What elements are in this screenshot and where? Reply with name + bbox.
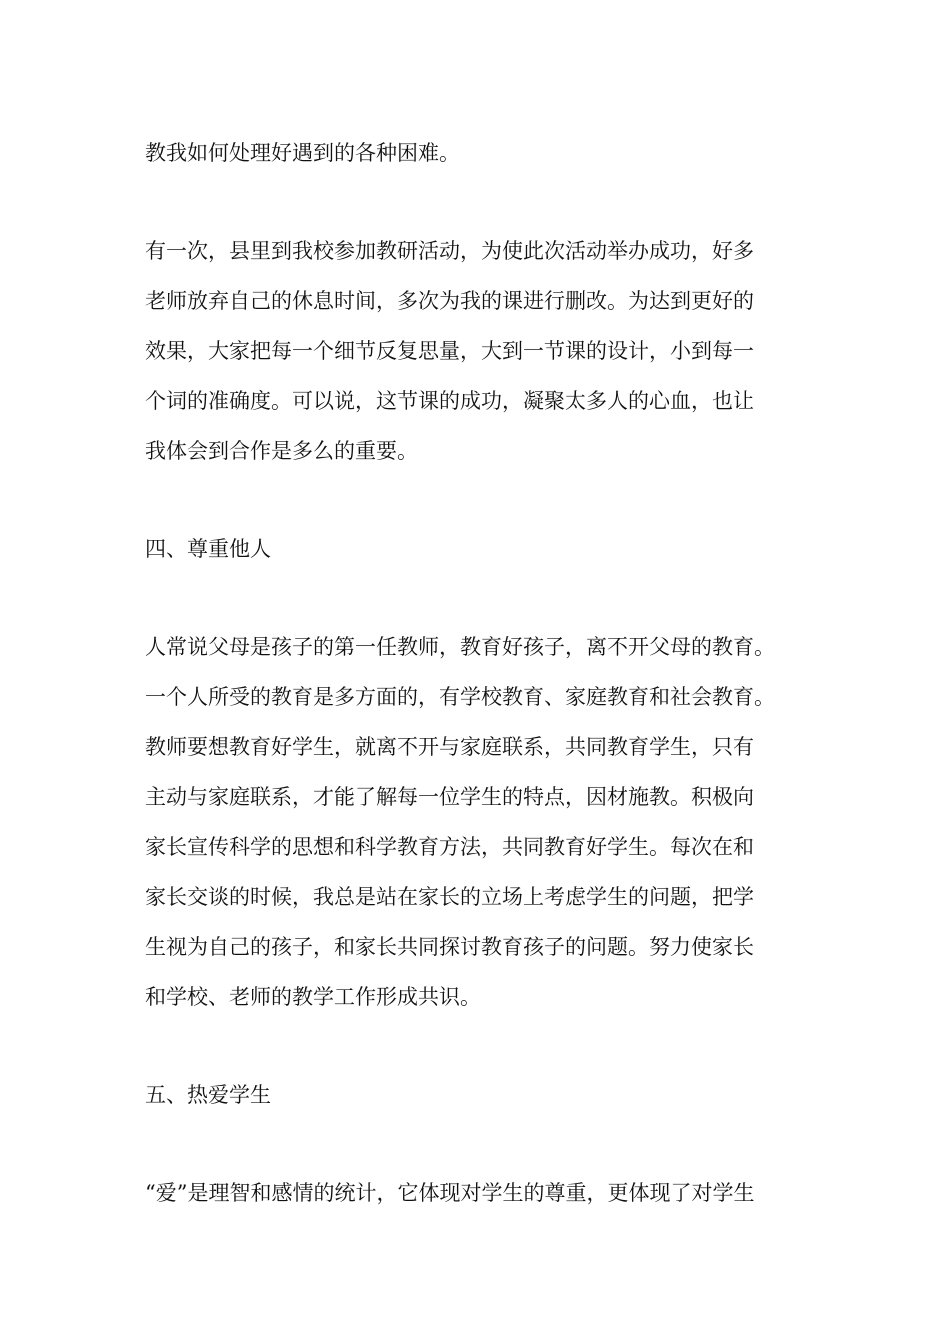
text-line: 生视为自己的孩子，和家长共同探讨教育孩子的问题。努力使家长	[145, 935, 754, 959]
text-line: 教我如何处理好遇到的各种困难。	[145, 141, 460, 165]
paragraph-parents	[145, 628, 825, 1028]
section-heading-respect	[145, 530, 825, 580]
heading-text: 五、热爱学生	[145, 1083, 271, 1107]
text-line: 有一次，县里到我校参加教研活动，为使此次活动举办成功，好多	[145, 239, 754, 263]
section-heading-love-students	[145, 1076, 825, 1126]
document-body	[145, 134, 825, 1224]
heading-text: 四、尊重他人	[145, 537, 271, 561]
text-line: 人常说父母是孩子的第一任教师，教育好孩子，离不开父母的教育。	[145, 635, 775, 659]
text-line: 个词的准确度。可以说，这节课的成功，凝聚太多人的心血，也让	[145, 389, 754, 413]
text-line: 效果，大家把每一个细节反复思量，大到一节课的设计，小到每一	[145, 339, 754, 363]
text-line: “爱”是理智和感情的统计，它体现对学生的尊重，更体现了对学生	[145, 1181, 755, 1205]
text-line: 和学校、老师的教学工作形成共识。	[145, 985, 481, 1009]
text-line: 一个人所受的教育是多方面的，有学校教育、家庭教育和社会教育。	[145, 685, 775, 709]
text-line: 家长交谈的时候，我总是站在家长的立场上考虑学生的问题，把学	[145, 885, 754, 909]
text-line: 我体会到合作是多么的重要。	[145, 439, 418, 463]
text-line: 老师放弃自己的休息时间，多次为我的课进行删改。为达到更好的	[145, 289, 754, 313]
text-line: 家长宣传科学的思想和科学教育方法，共同教育好学生。每次在和	[145, 835, 754, 859]
paragraph-collaboration	[145, 232, 825, 482]
text-line: 教师要想教育好学生，就离不开与家庭联系，共同教育学生，只有	[145, 735, 754, 759]
paragraph-continuation	[145, 134, 825, 184]
paragraph-love	[145, 1174, 825, 1224]
text-line: 主动与家庭联系，才能了解每一位学生的特点，因材施教。积极向	[145, 785, 754, 809]
